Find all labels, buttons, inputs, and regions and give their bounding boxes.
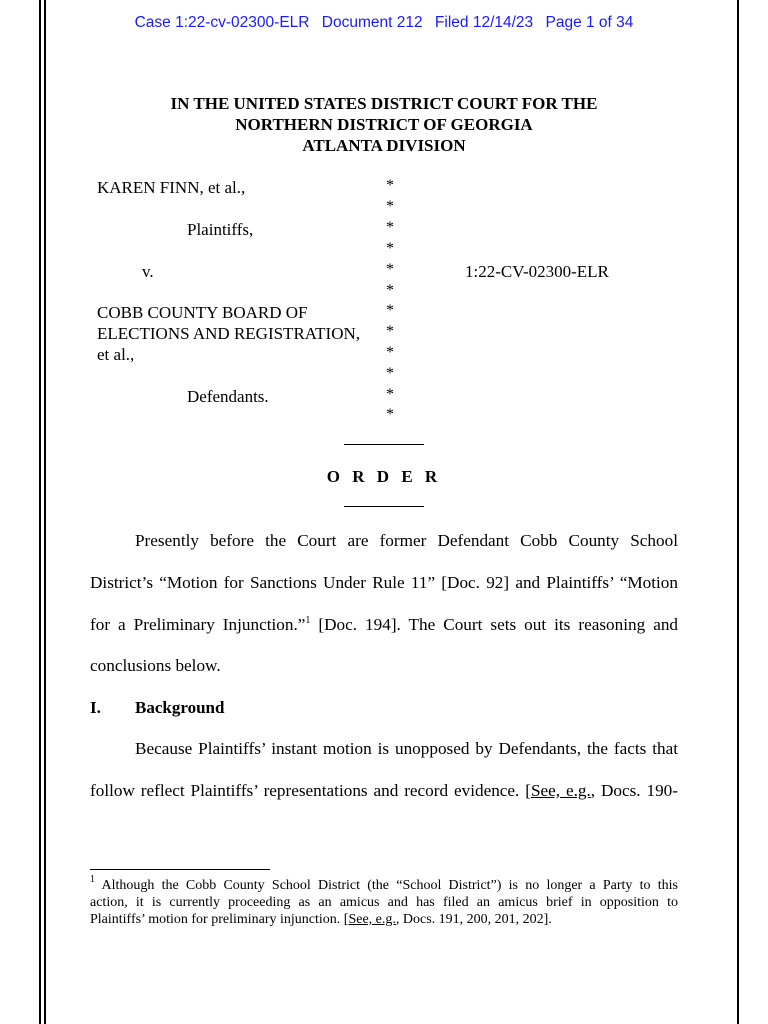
caption-star: * — [386, 219, 394, 236]
order-title: O R D E R — [326, 467, 442, 486]
caption-star: * — [386, 365, 394, 382]
case-number: 1:22-CV-02300-ELR — [465, 262, 609, 281]
header-page: Page 1 of 34 — [545, 14, 634, 31]
caption-star: * — [386, 261, 394, 278]
plaintiff-role: Plaintiffs, — [187, 220, 254, 239]
footnote-separator — [90, 869, 270, 870]
paragraph-line: Presently before the Court are former Defendant Cobb County School — [135, 531, 678, 550]
header-case: Case 1:22-cv-02300-ELR — [134, 14, 310, 31]
defendant-name-line3: et al., — [97, 345, 135, 364]
text-span: for a Preliminary Injunction.” — [90, 615, 306, 634]
paragraph-line: District’s “Motion for Sanctions Under Rule 11” [Doc. 92] and Plaintiffs’ “Motion — [90, 573, 678, 592]
text-span: , Docs. 190- — [590, 781, 678, 800]
caption-star: * — [386, 240, 394, 257]
paragraph-line: conclusions below. — [90, 656, 221, 675]
section-title: Background — [135, 698, 225, 717]
defendant-role: Defendants. — [187, 387, 269, 406]
defendant-name-line2: ELECTIONS AND REGISTRATION, — [97, 324, 361, 343]
text-span: Although the Cobb County School District (the “School District”) is no longer a Party to this — [95, 878, 678, 893]
footnote-line — [90, 911, 678, 928]
footnote-reference[interactable]: 1 — [305, 615, 311, 626]
paragraph-line — [90, 781, 678, 801]
footnote-line: action, it is currently proceeding as an amicus and has filed an amicus brief in opposition to — [90, 895, 678, 910]
versus: v. — [142, 262, 154, 281]
paragraph-line — [90, 615, 678, 635]
citation-signal: See, e.g. — [530, 781, 591, 800]
header-filed: Filed 12/14/23 — [434, 14, 534, 31]
header-document: Document 212 — [321, 14, 423, 31]
paragraph-line: Because Plaintiffs’ instant motion is unopposed by Defendants, the facts that — [135, 739, 678, 758]
text-span: follow reflect Plaintiffs’ representations and record evidence. [ — [90, 781, 531, 800]
caption-star: * — [386, 323, 394, 340]
footnote-marker: 1 — [90, 874, 95, 885]
caption-star: * — [386, 344, 394, 361]
caption-star: * — [386, 406, 394, 423]
court-division: ATLANTA DIVISION — [302, 136, 466, 155]
caption-star: * — [386, 302, 394, 319]
defendant-name-line1: COBB COUNTY BOARD OF — [97, 303, 308, 322]
court-name-line1: IN THE UNITED STATES DISTRICT COURT FOR THE — [170, 94, 598, 113]
plaintiff-name: KAREN FINN, et al., — [97, 178, 246, 197]
ecf-header — [0, 14, 768, 32]
footnote-line — [90, 874, 678, 894]
caption-star: * — [386, 177, 394, 194]
section-number: I. — [90, 698, 101, 717]
caption-star: * — [386, 386, 394, 403]
divider-rule — [344, 444, 424, 445]
court-name-line2: NORTHERN DISTRICT OF GEORGIA — [235, 115, 533, 134]
text-span: Plaintiffs’ motion for preliminary injunction. [ — [90, 912, 349, 927]
citation-signal: See, e.g. — [348, 912, 396, 927]
text-span: [Doc. 194]. The Court sets out its reasoning and — [310, 615, 679, 634]
divider-rule — [344, 506, 424, 507]
footnote-1 — [90, 874, 678, 928]
text-span: , Docs. 191, 200, 201, 202]. — [395, 912, 552, 927]
caption-star: * — [386, 198, 394, 215]
caption-star: * — [386, 282, 394, 299]
